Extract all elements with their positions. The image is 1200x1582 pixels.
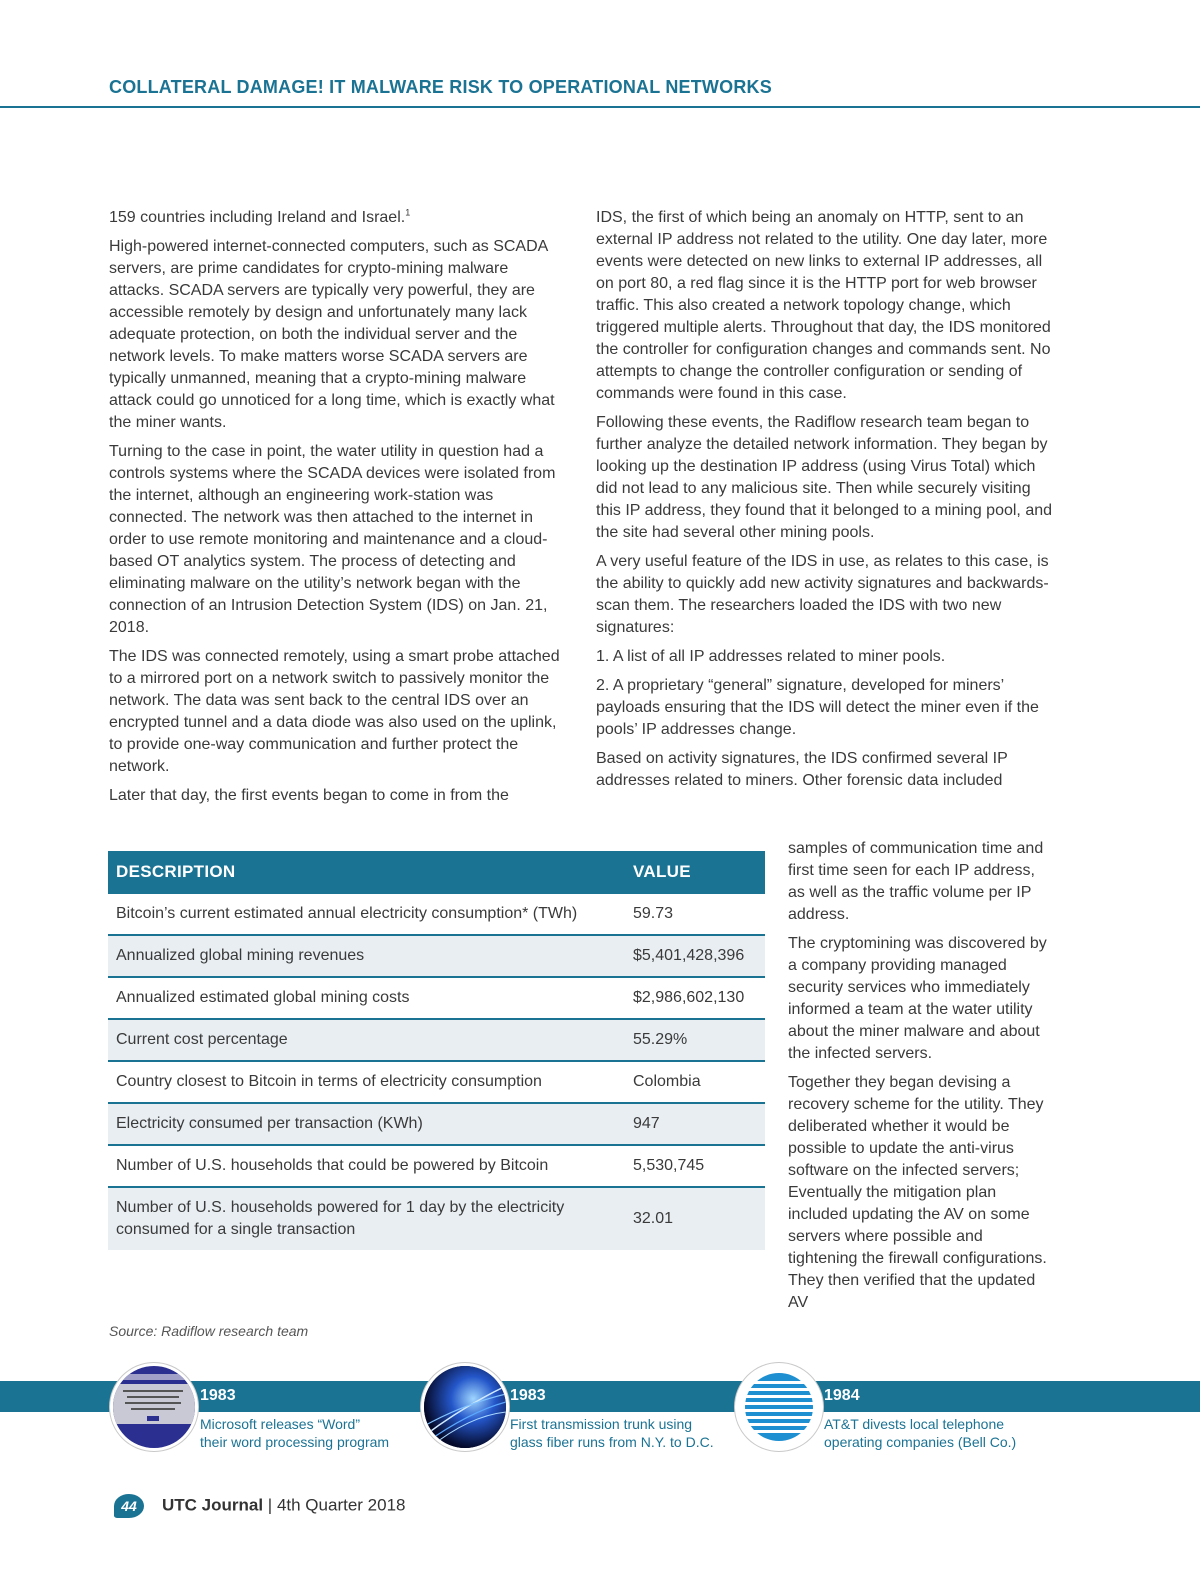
paragraph: 1. A list of all IP addresses related to miner pools. <box>596 648 946 665</box>
narrow-column <box>788 838 1050 1321</box>
table-row <box>108 893 765 935</box>
table-row <box>108 977 765 1019</box>
paragraph: Turning to the case in point, the water utility in question had a controls systems where the SCADA devices were isolated from the internet, although an engineering work-station was connected. The network was then attached to the internet in order to use remote monitoring and maintenance and a cloud-based OT analytics system. The process of detecting and eliminating malware on the utility’s network began with the connection of an Intrusion Detection System (IDS) on Jan. 21, 2018. <box>109 443 556 636</box>
cell-description: Bitcoin’s current estimated annual electricity consumption* (TWh) <box>108 893 625 935</box>
timeline-description <box>824 1415 1016 1451</box>
cell-value: 55.29% <box>625 1019 765 1061</box>
left-column <box>109 207 567 814</box>
timeline-year: 1984 <box>824 1387 860 1404</box>
timeline-line: AT&T divests local telephone <box>824 1416 1005 1432</box>
footer-separator: | <box>267 1495 273 1515</box>
footnote-ref: 1 <box>405 207 411 218</box>
timeline-description <box>200 1415 389 1451</box>
cell-value: 5,530,745 <box>625 1145 765 1187</box>
cell-description: Annualized estimated global mining costs <box>108 977 625 1019</box>
paragraph: High-powered internet-connected computers, such as SCADA servers, are prime candidates for crypto-mining malware attacks. SCADA servers are typically very powerful, they are accessible remotely by design and unfortunately many lack adequate protection, on both the individual server and the network levels. To make matters worse SCADA servers are typically unmanned, meaning that a crypto-mining malware attack could go unnoticed for a long time, which is exactly what the miner wants. <box>109 238 555 431</box>
journal-name: UTC Journal <box>162 1495 264 1515</box>
timeline-year: 1983 <box>510 1387 546 1404</box>
timeline-line: First transmission trunk using <box>510 1416 693 1432</box>
table-row <box>108 1061 765 1103</box>
cell-description: Annualized global mining revenues <box>108 935 625 977</box>
timeline-year: 1983 <box>200 1387 236 1404</box>
cell-description: Electricity consumed per transaction (KWh) <box>108 1103 625 1145</box>
cell-value: Colombia <box>625 1061 765 1103</box>
cell-description: Country closest to Bitcoin in terms of electricity consumption <box>108 1061 625 1103</box>
table-row <box>108 935 765 977</box>
cell-value: $5,401,428,396 <box>625 935 765 977</box>
paragraph: Later that day, the first events began to come in from the <box>109 787 509 804</box>
timeline-line: operating companies (Bell Co.) <box>824 1434 1017 1450</box>
page-header-title: COLLATERAL DAMAGE! IT MALWARE RISK TO OPERATIONAL NETWORKS <box>109 77 772 97</box>
page-number: 44 <box>114 1494 144 1518</box>
timeline-line: Microsoft releases “Word” <box>200 1416 361 1432</box>
paragraph: A very useful feature of the IDS in use, as relates to this case, is the ability to quickly add new activity signatures and backwards-scan them. The researchers loaded the IDS with two new signatures: <box>596 553 1049 636</box>
bitcoin-stats-table <box>108 851 765 1250</box>
paragraph <box>109 207 567 229</box>
cell-value: 59.73 <box>625 893 765 935</box>
page-footer <box>114 1494 405 1518</box>
cell-value: $2,986,602,130 <box>625 977 765 1019</box>
paragraph: The IDS was connected remotely, using a smart probe attached to a mirrored port on a network switch to passively monitor the network. The data was sent back to the central IDS over an encrypted tunnel and a data diode was also used on the uplink, to provide one-way communication and further protect the network. <box>109 648 560 775</box>
cell-description: Number of U.S. households that could be powered by Bitcoin <box>108 1145 625 1187</box>
paragraph: 2. A proprietary “general” signature, developed for miners’ payloads ensuring that the IDS will detect the miner even if the pools’ IP addresses change. <box>596 677 1039 738</box>
cell-description: Number of U.S. households powered for 1 day by the electricity consumed for a single transaction <box>108 1187 625 1250</box>
paragraph: IDS, the first of which being an anomaly on HTTP, sent to an external IP address not related to the utility. One day later, more events were detected on new links to external IP addresses, all on port 80, a red flag since it is the HTTP port for web browser traffic. This also created a network topology change, which triggered multiple alerts. Throughout that day, the IDS monitored the controller for configuration changes and commands sent. No attempts to change the controller configuration or sending of commands were found in this case. <box>596 209 1051 402</box>
paragraph: Together they began devising a recovery scheme for the utility. They deliberated whether it would be possible to update the anti-virus software on the infected servers; Eventually the mitigation plan included updating the AV on some servers where possible and tightening the firewall configurations. They then verified that the updated AV <box>788 1074 1047 1311</box>
issue-date: 4th Quarter 2018 <box>276 1495 406 1515</box>
paragraph: Following these events, the Radiflow research team began to further analyze the detailed network information. They began by looking up the destination IP address (using Virus Total) which did not lead to any malicious site. Then while securely visiting this IP address, they found that it belonged to a mining pool, and the site had several other mining pools. <box>596 414 1053 541</box>
column-header-value: VALUE <box>625 851 765 893</box>
cell-description: Current cost percentage <box>108 1019 625 1061</box>
table-row <box>108 1187 765 1250</box>
word-screenshot-thumbnail-icon <box>110 1363 198 1451</box>
fiber-optic-thumbnail-icon <box>421 1363 509 1451</box>
header-divider <box>0 106 1200 108</box>
table-header-row <box>108 851 765 893</box>
paragraph: samples of communication time and first time seen for each IP address, as well as the traffic volume per IP address. <box>788 840 1044 923</box>
timeline-line: glass fiber runs from N.Y. to D.C. <box>510 1434 714 1450</box>
paragraph: Based on activity signatures, the IDS confirmed several IP addresses related to miners. Other forensic data included <box>596 750 1008 789</box>
table-row <box>108 1145 765 1187</box>
table-source-note: Source: Radiflow research team <box>109 1323 309 1339</box>
right-column <box>596 207 1052 799</box>
timeline-description <box>510 1415 714 1451</box>
table-row <box>108 1019 765 1061</box>
column-header-description: DESCRIPTION <box>108 851 625 893</box>
cell-value: 32.01 <box>625 1187 765 1250</box>
att-globe-logo-icon <box>735 1363 823 1451</box>
table-row <box>108 1103 765 1145</box>
timeline-line: their word processing program <box>200 1434 390 1450</box>
paragraph-text: 159 countries including Ireland and Israel. <box>109 209 406 226</box>
cell-value: 947 <box>625 1103 765 1145</box>
paragraph: The cryptomining was discovered by a company providing managed security services who immediately informed a team at the water utility about the miner malware and about the infected servers. <box>788 935 1047 1062</box>
